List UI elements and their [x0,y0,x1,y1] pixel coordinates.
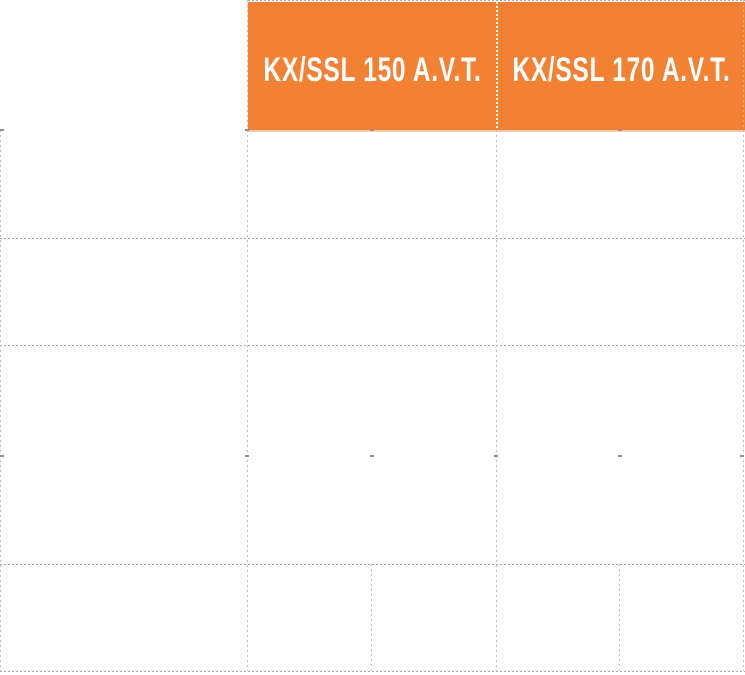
header-divider-line [496,2,498,130]
grid-tick [370,129,374,131]
grid-tick [0,455,4,457]
header-cell-kxssl-150 [248,2,497,130]
grid-line-subcol-170 [619,564,620,671]
grid-line-row-1-bottom [0,238,745,239]
grid-tick [618,455,622,457]
grid-line-label-col-right [247,0,248,671]
grid-line-left-edge [0,130,1,671]
header-cell-kxssl-170 [497,2,745,130]
grid-tick [0,129,4,131]
grid-tick [370,455,374,457]
header-label-kxssl-170: KX/SSL 170 A.V.T. [511,51,731,89]
grid-line-bottom [0,671,745,672]
grid-line-col-divider [496,130,497,671]
grid-tick [494,455,498,457]
grid-tick [740,455,744,457]
grid-tick [245,455,249,457]
grid-tick [618,129,622,131]
grid-line-subcol-150 [371,564,372,671]
header-label-kxssl-150: KX/SSL 150 A.V.T. [263,51,482,89]
grid-line-right-edge [743,0,744,671]
grid-line-row-2-bottom [0,345,745,346]
grid-line-top [248,0,745,1]
grid-tick [245,129,249,131]
grid-line-row-3-bottom [0,564,745,565]
